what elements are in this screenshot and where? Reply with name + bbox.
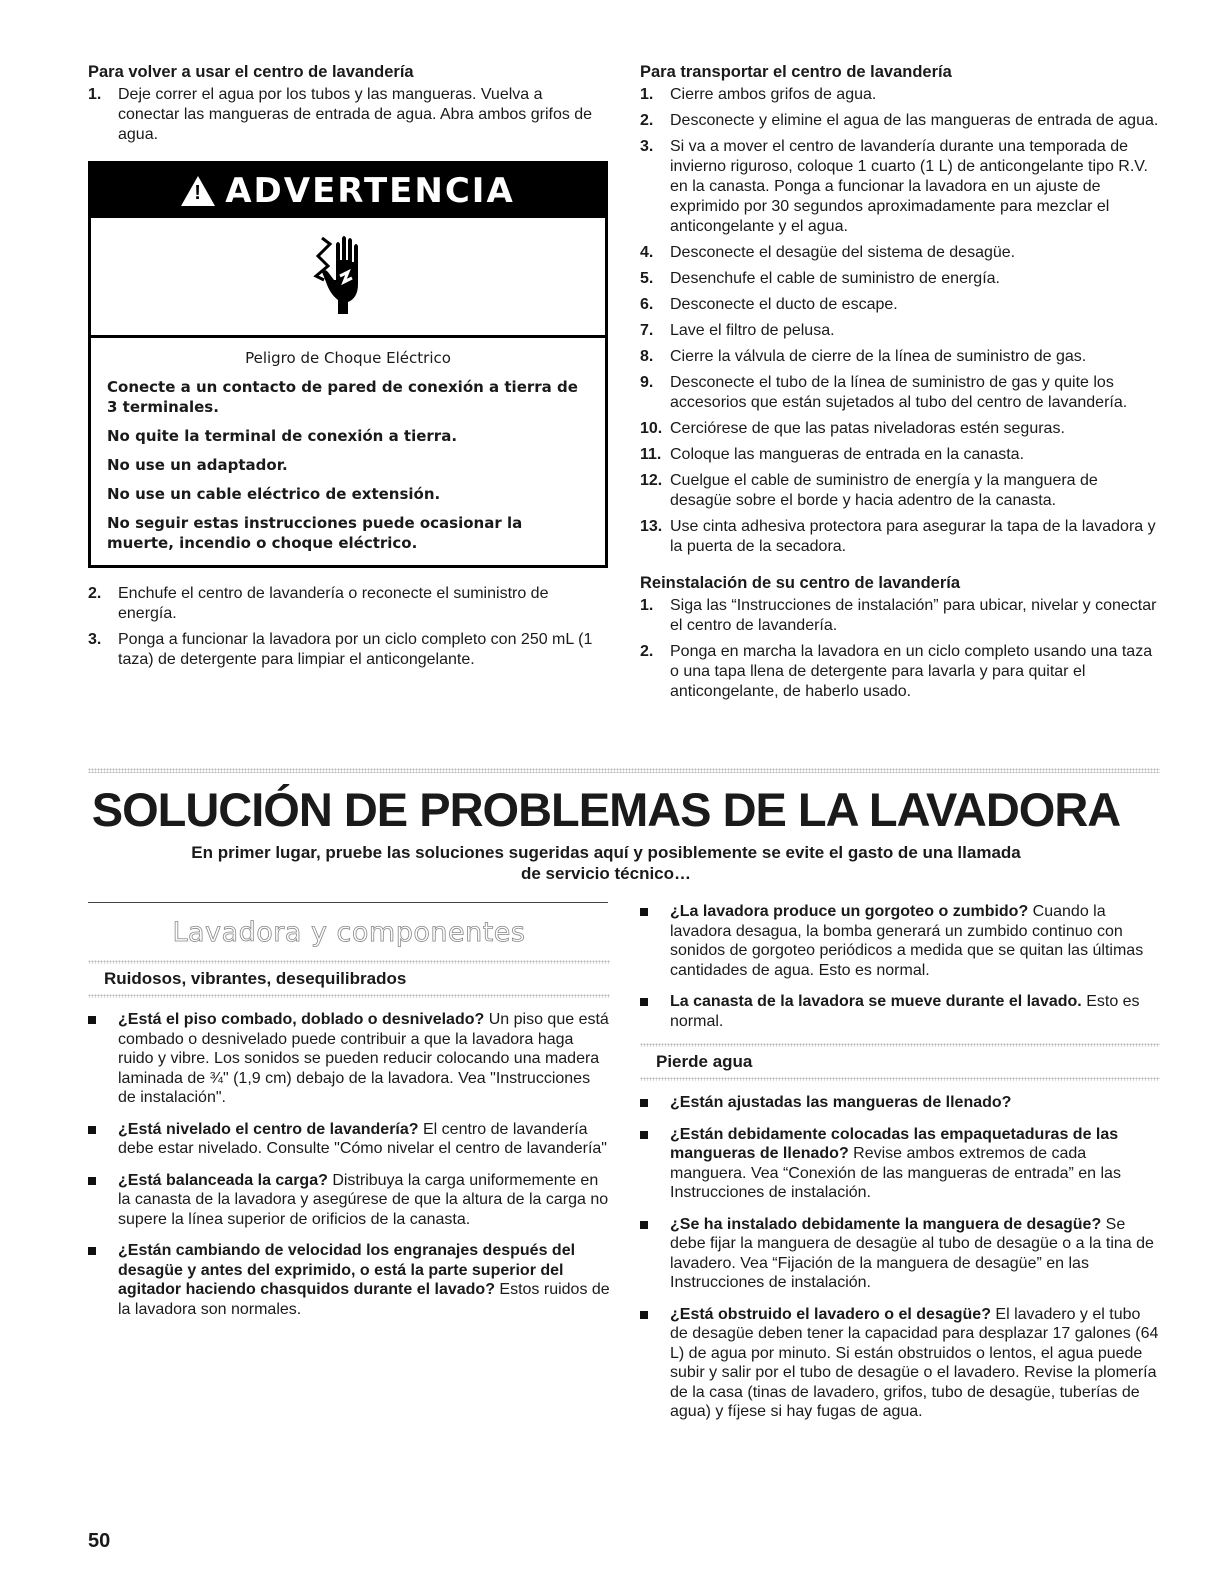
reuse-section xyxy=(88,62,608,676)
item-answer: Esto es normal. xyxy=(670,993,1140,1030)
item-text xyxy=(670,902,1160,980)
item-text xyxy=(118,1241,610,1319)
item-question: ¿Está el piso combado, doblado o desnivelado? xyxy=(118,1011,485,1028)
item-answer: Estos ruidos de la lavadora son normales. xyxy=(118,1281,610,1318)
transport-heading: Para transportar el centro de lavandería xyxy=(640,63,952,81)
step-text: Deje correr el agua por los tubos y las mangueras. Vuelva a conectar las mangueras de entrada de agua. Abra ambos grifos de agua. xyxy=(118,86,593,143)
list-item xyxy=(640,1305,1160,1422)
divider-line xyxy=(88,902,608,903)
step-number: 1. xyxy=(640,86,654,103)
list-item xyxy=(640,1093,1160,1113)
step-number: 8. xyxy=(640,348,654,365)
step-text: Cierre la válvula de cierre de la línea de suministro de gas. xyxy=(670,348,1087,365)
step-text: Coloque las mangueras de entrada en la canasta. xyxy=(670,446,1025,463)
leak-heading: Pierde agua xyxy=(656,1052,753,1071)
list-item xyxy=(88,1171,610,1230)
list-item xyxy=(640,321,1160,341)
list-item xyxy=(640,347,1160,367)
list-item xyxy=(640,373,1160,413)
bullet-square-icon xyxy=(640,1125,670,1203)
step-text: Cerciórese de que las patas niveladoras estén seguras. xyxy=(670,420,1065,437)
noisy-section xyxy=(88,902,610,1331)
bullet-square-icon xyxy=(640,1215,670,1293)
list-item xyxy=(88,630,608,670)
step-text: Enchufe el centro de lavandería o reconecte el suministro de energía. xyxy=(118,585,549,622)
bullet-square-icon xyxy=(88,1010,118,1108)
warning-caption: Peligro de Choque Eléctrico xyxy=(245,349,451,367)
item-question: ¿Están ajustadas las mangueras de llenado? xyxy=(670,1094,1012,1111)
item-answer: El lavadero y el tubo de desagüe deben tener la capacidad para desplazar 17 galones (64 L) de agua por minuto. Si están obstruidos o lentos, el agua puede subir y salir por el tubo de desagüe o el lavadero. Revise la plomería de la casa (tinas de lavadero, grifos, tubo de desagüe, tuberías de agua) y fíjese si hay fugas de agua. xyxy=(670,1305,1159,1420)
item-text xyxy=(670,992,1160,1031)
step-text: Desenchufe el cable de suministro de energía. xyxy=(670,270,1000,287)
item-question: ¿Está nivelado el centro de lavandería? xyxy=(118,1120,419,1138)
noisy-list xyxy=(88,1010,610,1319)
warning-line: Conecte a un contacto de pared de conexión a tierra de 3 terminales. xyxy=(107,378,578,416)
list-item xyxy=(640,111,1160,131)
leak-list xyxy=(640,1093,1160,1422)
leak-subhead xyxy=(640,1043,1160,1081)
item-text xyxy=(118,1010,610,1108)
step-number: 1. xyxy=(88,86,102,103)
step-text: Desconecte el tubo de la línea de suministro de gas y quite los accesorios que están sujetados al tubo del centro de lavandería. xyxy=(670,374,1128,411)
step-number: 3. xyxy=(88,631,102,648)
reinstall-steps xyxy=(640,596,1160,702)
warning-header xyxy=(91,164,605,218)
warning-line: No use un cable eléctrico de extensión. xyxy=(107,485,441,503)
item-text xyxy=(118,1171,610,1230)
dotted-rule xyxy=(640,1077,1160,1081)
list-item xyxy=(640,1215,1160,1293)
list-item xyxy=(640,517,1160,557)
reuse-heading: Para volver a usar el centro de lavandería xyxy=(88,63,414,81)
reuse-steps-rest xyxy=(88,584,608,670)
list-item xyxy=(640,137,1160,237)
bullet-square-icon xyxy=(640,1093,670,1113)
item-question: ¿Se ha instalado debidamente la manguera de desagüe? xyxy=(670,1215,1102,1233)
step-number: 12. xyxy=(640,472,663,489)
page-title: SOLUCIÓN DE PROBLEMAS DE LA LAVADORA xyxy=(91,783,1121,836)
item-answer: Se debe fijar la manguera de desagüe al tubo de desagüe o a la tina de lavadero. Vea “Fijación de la manguera de desagüe” en las Instrucciones de instalación. xyxy=(670,1215,1154,1291)
warning-title: ADVERTENCIA xyxy=(225,171,515,211)
step-number: 13. xyxy=(640,518,663,535)
electric-shock-hand-icon xyxy=(91,218,605,338)
step-number: 1. xyxy=(640,597,654,614)
list-item xyxy=(640,642,1160,702)
reinstall-heading: Reinstalación de su centro de lavandería xyxy=(640,574,961,592)
list-item xyxy=(640,902,1160,980)
list-item xyxy=(88,1120,610,1159)
step-number: 7. xyxy=(640,322,654,339)
warning-line: No use un adaptador. xyxy=(107,456,288,474)
step-text: Use cinta adhesiva protectora para asegurar la tapa de la lavadora y la puerta de la secadora. xyxy=(670,518,1156,555)
bullet-square-icon xyxy=(88,1120,118,1159)
step-text: Desconecte y elimine el agua de las mangueras de entrada de agua. xyxy=(670,112,1159,129)
step-number: 2. xyxy=(640,643,654,660)
step-number: 5. xyxy=(640,270,654,287)
page-subtitle: En primer lugar, pruebe las soluciones sugeridas aquí y posiblemente se evite el gasto de una llamada de servicio técnico… xyxy=(191,843,1021,883)
step-number: 4. xyxy=(640,244,654,261)
bullet-square-icon xyxy=(640,1305,670,1422)
item-question: ¿La lavadora produce un gorgoteo o zumbido? xyxy=(670,903,1029,920)
components-title: Lavadora y componentes xyxy=(172,917,526,948)
item-text xyxy=(670,1305,1160,1422)
item-text xyxy=(670,1093,1160,1113)
item-answer: El centro de lavandería debe estar nivelado. Consulte "Cómo nivelar el centro de lavandería" xyxy=(118,1120,607,1157)
step-text: Ponga a funcionar la lavadora por un ciclo completo con 250 mL (1 taza) de detergente para limpiar el anticongelante. xyxy=(118,631,593,668)
item-question: La canasta de la lavadora se mueve durante el lavado. xyxy=(670,993,1082,1010)
step-text: Desconecte el desagüe del sistema de desagüe. xyxy=(670,244,1016,261)
item-answer: Distribuya la carga uniformemente en la canasta de la lavadora y asegúrese de que la altura de la carga no supere la línea superior de orificios de la canasta. xyxy=(118,1171,609,1228)
page-number: 50 xyxy=(88,1530,111,1552)
step-text: Siga las “Instrucciones de instalación” para ubicar, nivelar y conectar el centro de lavandería. xyxy=(670,597,1157,634)
list-item xyxy=(640,596,1160,636)
warning-symbol: ! xyxy=(194,182,201,204)
noisy-heading: Ruidosos, vibrantes, desequilibrados xyxy=(104,969,407,988)
warning-box xyxy=(88,161,608,568)
bullet-square-icon xyxy=(88,1171,118,1230)
item-question: ¿Está obstruido el lavadero o el desagüe? xyxy=(670,1305,991,1323)
step-number: 2. xyxy=(88,585,102,602)
item-text xyxy=(670,1125,1160,1203)
warning-line: No quite la terminal de conexión a tierra. xyxy=(107,427,458,445)
step-text: Ponga en marcha la lavadora en un ciclo completo usando una taza o una tapa llena de detergente para lavarla y para quitar el anticongelante, de haberlo usado. xyxy=(670,643,1153,700)
section-divider xyxy=(88,768,1160,773)
right-trouble-column xyxy=(640,902,1160,1434)
dotted-rule xyxy=(88,994,610,998)
step-number: 10. xyxy=(640,420,663,437)
warning-line: No seguir estas instrucciones puede ocasionar la muerte, incendio o choque eléctrico. xyxy=(107,514,523,552)
step-text: Desconecte el ducto de escape. xyxy=(670,296,898,313)
item-answer: Un piso que está combado o desnivelado puede contribuir a que la lavadora haga ruido y vibre. Los sonidos se pueden reducir colocando una madera laminada de ¾" (1,9 cm) debajo de la lavadora. Vea "Instrucciones de instalación". xyxy=(118,1011,609,1106)
item-question: ¿Está balanceada la carga? xyxy=(118,1171,328,1189)
warning-triangle-icon xyxy=(181,176,215,206)
noisy-more-list xyxy=(640,902,1160,1031)
list-item xyxy=(88,584,608,624)
list-item xyxy=(640,295,1160,315)
step-number: 6. xyxy=(640,296,654,313)
step-number: 9. xyxy=(640,374,654,391)
step-text: Lave el filtro de pelusa. xyxy=(670,322,835,339)
step-number: 3. xyxy=(640,138,654,155)
bullet-square-icon xyxy=(640,992,670,1031)
transport-section xyxy=(640,62,1160,708)
step-text: Si va a mover el centro de lavandería durante una temporada de invierno riguroso, coloque 1 cuarto (1 L) de anticongelante tipo R.V. en la canasta. Ponga a funcionar la lavadora en un ajuste de exprimido por 30 segundos aproximadamente para mezclar el anticongelante y el agua. xyxy=(670,138,1148,235)
list-item xyxy=(640,1125,1160,1203)
reuse-steps-first xyxy=(88,85,608,145)
transport-steps xyxy=(640,85,1160,557)
bullet-square-icon xyxy=(88,1241,118,1319)
item-text xyxy=(670,1215,1160,1293)
warning-body xyxy=(91,338,605,565)
item-question: ¿Están debidamente colocadas las empaquetaduras de las mangueras de llenado? xyxy=(670,1125,1119,1162)
item-question: ¿Están cambiando de velocidad los engranajes después del desagüe y antes del exprimido, o está la parte superior del agitador haciendo chasquidos durante el lavado? xyxy=(118,1242,576,1298)
list-item xyxy=(640,992,1160,1031)
step-text: Cuelgue el cable de suministro de energía y la manguera de desagüe sobre el borde y hacia adentro de la canasta. xyxy=(670,472,1098,509)
item-answer: Cuando la lavadora desagua, la bomba generará un zumbido continuo con sonidos de gorgoteo periódicos a medida que se quitan las últimas cantidades de agua. Esto es normal. xyxy=(670,903,1144,979)
step-number: 11. xyxy=(640,446,662,463)
list-item xyxy=(88,1241,610,1319)
item-text xyxy=(118,1120,610,1159)
bullet-square-icon xyxy=(640,902,670,980)
list-item xyxy=(640,85,1160,105)
item-answer: Revise ambos extremos de cada manguera. Vea “Conexión de las mangueras de entrada” en las Instrucciones de instalación. xyxy=(670,1145,1121,1201)
list-item xyxy=(640,445,1160,465)
step-text: Cierre ambos grifos de agua. xyxy=(670,86,877,103)
noisy-subhead xyxy=(88,960,610,998)
step-number: 2. xyxy=(640,112,654,129)
list-item xyxy=(640,419,1160,439)
list-item xyxy=(88,1010,610,1108)
list-item xyxy=(640,269,1160,289)
list-item xyxy=(640,471,1160,511)
list-item xyxy=(640,243,1160,263)
list-item xyxy=(88,85,608,145)
